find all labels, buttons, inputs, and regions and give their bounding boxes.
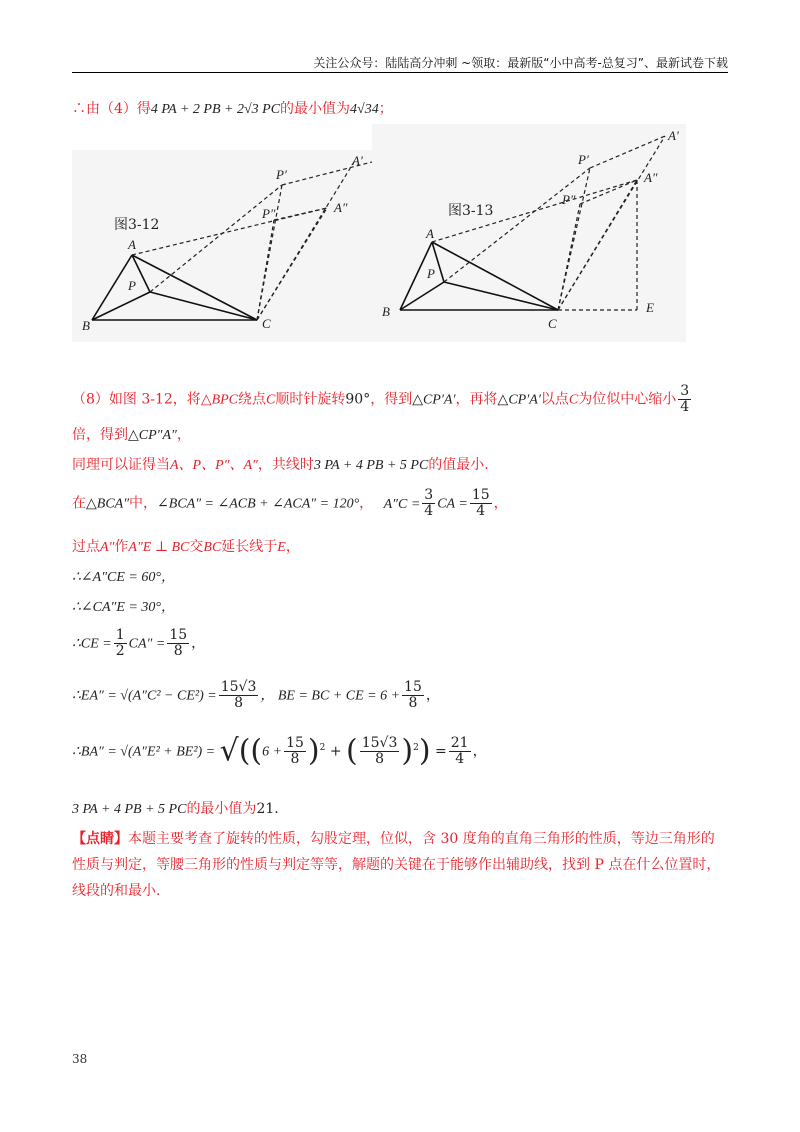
auxiliary-line: 过点A″作A″E ⊥ BC交BC延长线于E， (72, 539, 300, 555)
fraction: $\frac{15√3}{8}$ (220, 679, 257, 711)
collinear-line: 同理可以证得当A、P、P″、A″，共线时3 PA + 4 PB + 5 PC的值最小. (72, 457, 489, 473)
label-P-double-prime: P″ (562, 192, 576, 207)
label-P: P (128, 278, 136, 293)
label-B: B (382, 304, 390, 319)
fraction: $\frac{15}{4}$ (471, 487, 490, 519)
label-P: P (427, 266, 435, 281)
figure-3-13-diagram (372, 124, 686, 342)
page-header: 关注公众号：陆陆高分冲刺 ~领取：最新版“小中高考-总复习”、最新试卷下载 (313, 56, 728, 70)
expression: 4 PA + 2 PB + 2√3 PC (150, 102, 281, 117)
label-A-prime: A′ (352, 153, 363, 168)
key-point-label: 【点睛】 (72, 831, 128, 847)
angle-60-line: ∴∠A″CE = 60°， (72, 570, 175, 585)
label-A: A (128, 237, 136, 252)
final-answer-line: 3 PA + 4 PB + 5 PC的最小值为21. (72, 801, 279, 817)
label-C: C (548, 316, 557, 331)
result: 4√34 (350, 102, 379, 117)
label-P-prime: P′ (578, 152, 589, 167)
conclusion-line-4: ∴由（4）得4 PA + 2 PB + 2√3 PC的最小值为4√34； (72, 101, 393, 117)
fraction: $\frac{3}{4}$ (424, 487, 434, 519)
figure-label: 图3-12 (114, 217, 160, 233)
label-B: B (82, 318, 90, 333)
ba-line: ∴BA″ = √(A″E² + BE²) = √((6 + $\frac{15}{8}$ )$^2$ + ( $\frac{15√3}{8}$ )$^2$) = $\frac{21}{4}$ ， (72, 733, 487, 769)
label-C: C (262, 316, 271, 331)
header-rule (72, 72, 728, 73)
step-8-line-2: 倍，得到△CP″A″， (72, 427, 191, 443)
fraction: $\frac{15}{8}$ (169, 627, 188, 659)
label-P-double-prime: P″ (262, 206, 276, 221)
figure-3-13 (372, 124, 686, 342)
fraction: $\frac{15}{8}$ (404, 679, 422, 711)
label-P-prime: P′ (276, 167, 287, 182)
figure-3-12 (72, 150, 372, 342)
label-A-double-prime: A″ (644, 170, 658, 185)
figure-3-12-diagram (72, 150, 372, 342)
label-A-prime: A′ (668, 128, 679, 143)
ce-line: ∴CE = $\frac{1}{2}$ CA″ = $\frac{15}{8}$ ， (72, 627, 206, 659)
label-A-double-prime: A″ (334, 200, 348, 215)
fraction: $\frac{3}{4}$ (680, 383, 690, 415)
label-A: A (426, 226, 434, 241)
label-E: E (646, 300, 654, 315)
ea-be-line: ∴EA″ = √(A″C² − CE²) = $\frac{15√3}{8}$ ， BE = BC + CE = 6 + $\frac{15}{8}$ ， (72, 679, 440, 711)
fraction: $\frac{1}{2}$ (115, 627, 125, 659)
step-8-line-1: （8）如图 3-12，将△BPC绕点C顺时针旋转90°，得到△CP′A′，再将△CP′A′以点C为位似中心缩小 $\frac{3}{4}$ (72, 383, 690, 415)
fraction: $\frac{15}{8}$ (286, 735, 304, 767)
key-point-text: 本题主要考查了旋转的性质，勾股定理，位似，含 30 度角的直角三角形的性质，等边三角形的性质与判定，等腰三角形的性质与判定等等，解题的关键在于能够作出辅助线，找到 P 点在什么位置时，线段的和最小. (72, 831, 721, 899)
key-point-note (72, 826, 728, 904)
figure-label: 图3-13 (448, 203, 494, 219)
fraction: $\frac{21}{4}$ (450, 735, 469, 767)
angle-30-line: ∴∠CA″E = 30°， (72, 600, 175, 615)
fraction: $\frac{15√3}{8}$ (361, 735, 398, 767)
page-number: 38 (72, 1052, 88, 1066)
angle-line: 在△BCA″中，∠BCA″ = ∠ACB + ∠ACA″ = 120°， A″C = $\frac{3}{4}$ CA = $\frac{15}{4}$ ， (72, 487, 508, 519)
